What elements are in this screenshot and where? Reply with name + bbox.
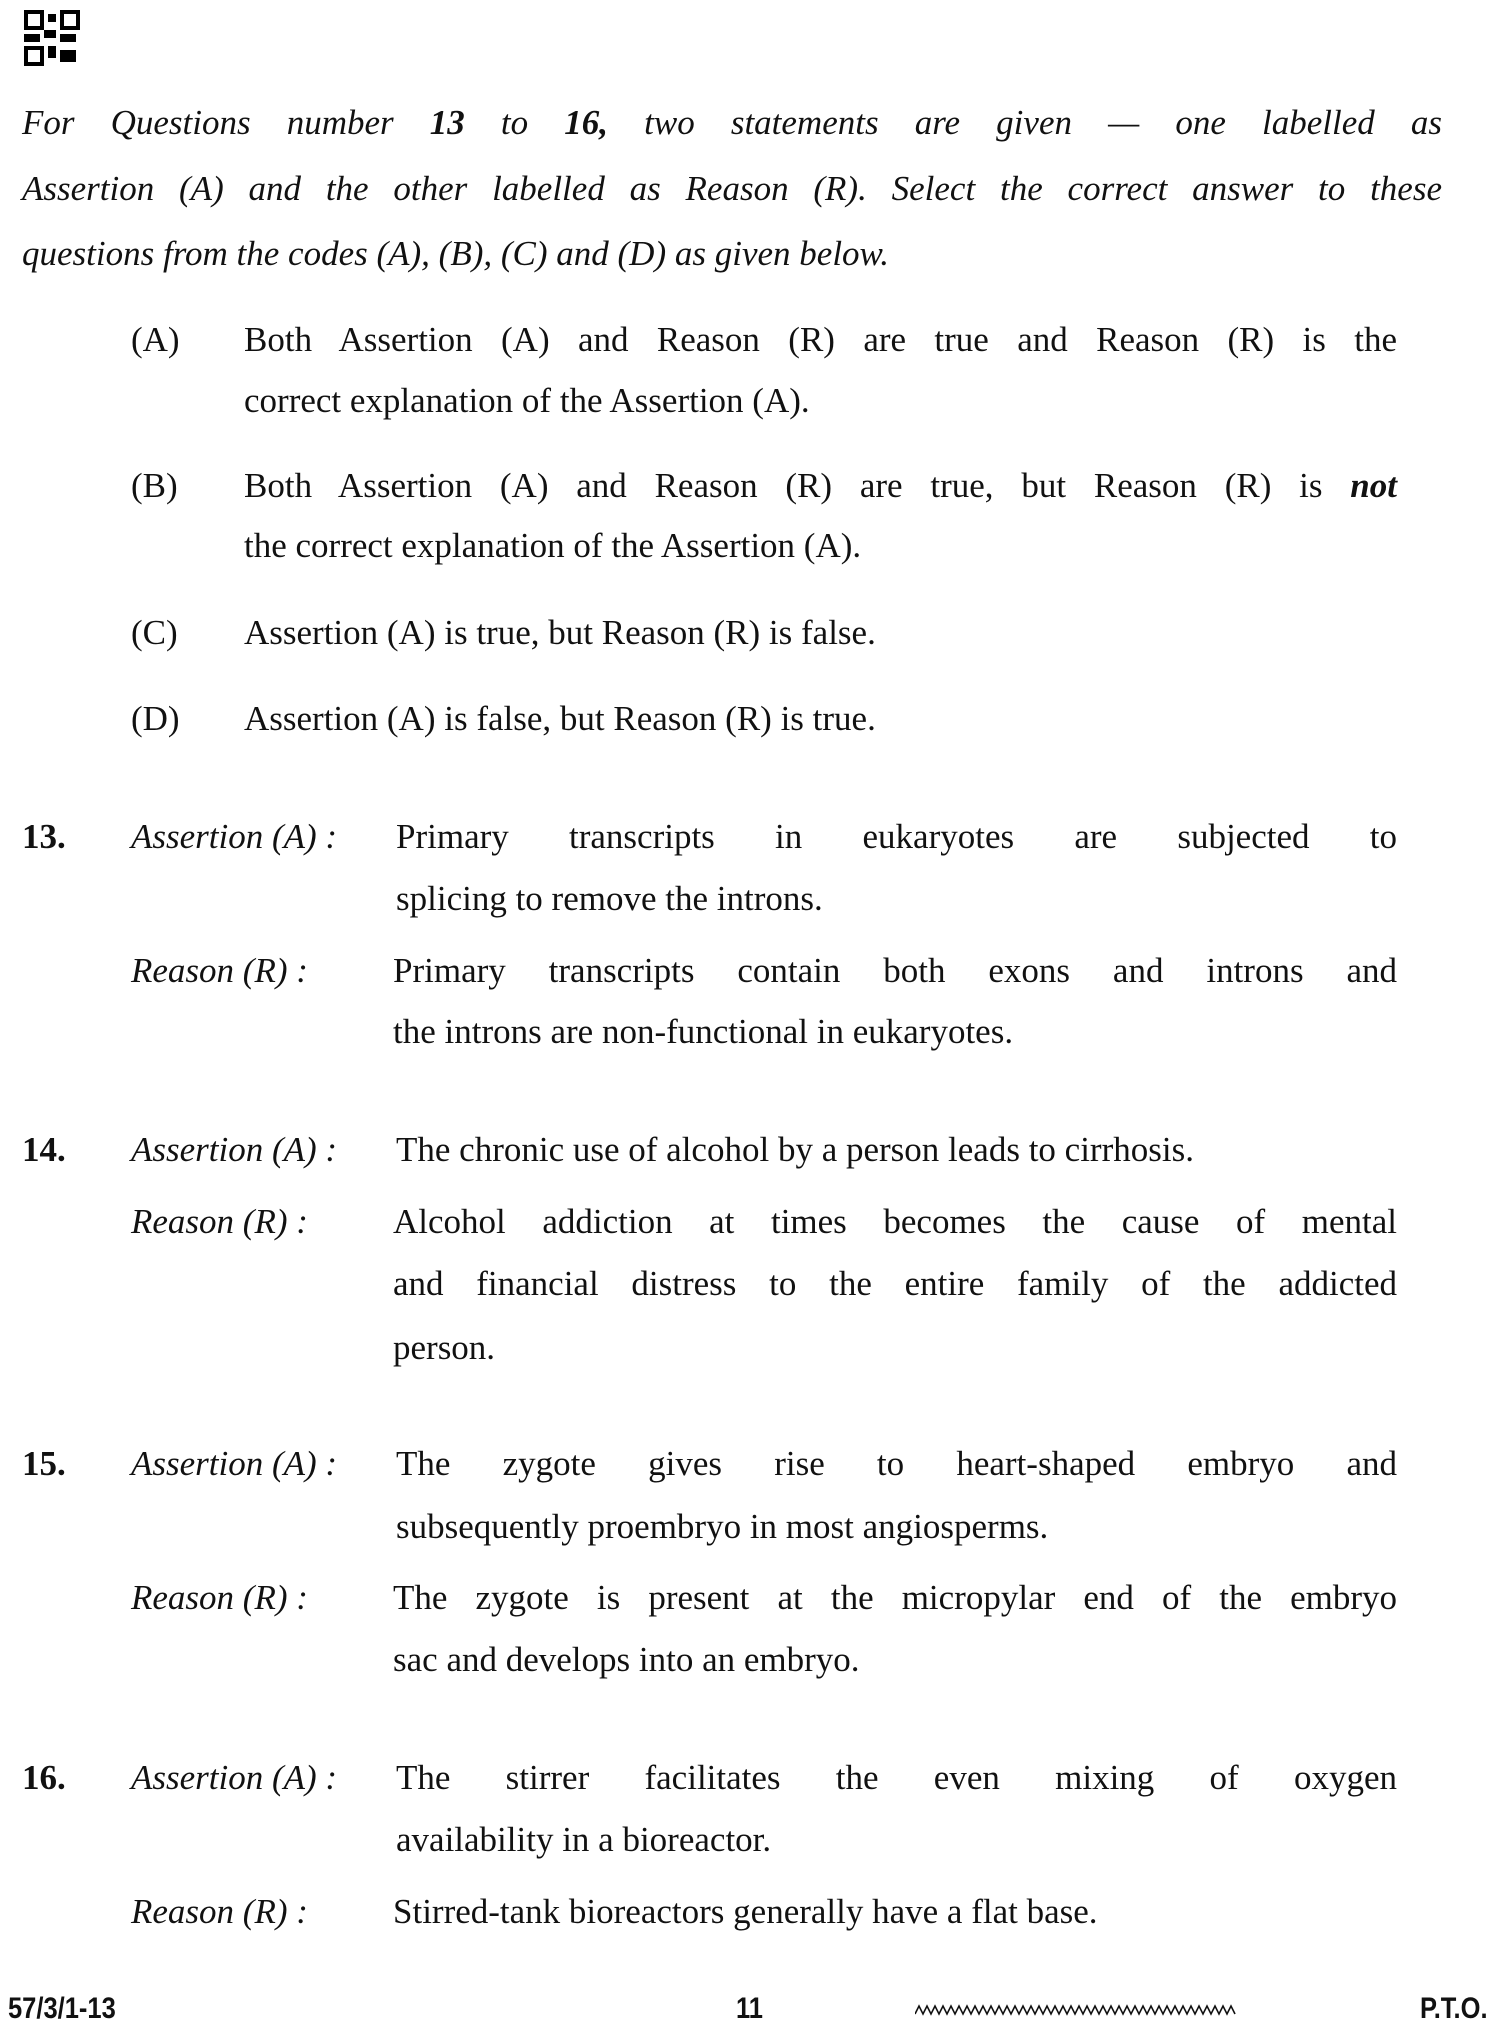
assertion-text: Primary transcripts in eukaryotes are subjected to <box>396 817 1397 856</box>
question-number: 16. <box>22 1758 66 1797</box>
reason-label: Reason (R) : <box>131 1202 308 1241</box>
assertion-label: Assertion (A) : <box>131 817 338 856</box>
assertion-text: subsequently proembryo in most angiosperms. <box>396 1507 1049 1546</box>
assertion-text: The zygote gives rise to heart-shaped embryo and <box>396 1444 1397 1483</box>
option-text: Assertion (A) is true, but Reason (R) is false. <box>244 613 876 652</box>
reason-text: and financial distress to the entire family of the addicted <box>393 1264 1397 1303</box>
page-number: 11 <box>736 1992 763 2025</box>
reason-label: Reason (R) : <box>131 1892 308 1931</box>
assertion-text: availability in a bioreactor. <box>396 1820 772 1859</box>
reason-text: sac and develops into an embryo. <box>393 1640 860 1679</box>
reason-text: Alcohol addiction at times becomes the cause of mental <box>393 1202 1397 1241</box>
intro-line-1: For Questions number 13 to 16, two statements are given — one labelled as <box>22 103 1442 142</box>
assertion-text: The chronic use of alcohol by a person leads to cirrhosis. <box>396 1130 1194 1169</box>
reason-text: The zygote is present at the micropylar end of the embryo <box>393 1578 1397 1617</box>
option-text: the correct explanation of the Assertion (A). <box>244 526 862 565</box>
paper-code: 57/3/1-13 <box>8 1992 116 2025</box>
option-label: (A) <box>131 320 180 359</box>
assertion-label: Assertion (A) : <box>131 1444 338 1483</box>
assertion-text: splicing to remove the introns. <box>396 879 823 918</box>
reason-label: Reason (R) : <box>131 951 308 990</box>
wavy-line-decoration <box>915 2002 1240 2018</box>
option-text: correct explanation of the Assertion (A). <box>244 381 810 420</box>
question-number: 13. <box>22 817 66 856</box>
option-label: (C) <box>131 613 178 652</box>
option-label: (D) <box>131 699 180 738</box>
intro-line-3: questions from the codes (A), (B), (C) and (D) as given below. <box>22 234 890 273</box>
question-number: 15. <box>22 1444 66 1483</box>
qr-code-icon <box>24 10 80 66</box>
reason-text: the introns are non-functional in eukaryotes. <box>393 1012 1014 1051</box>
option-label: (B) <box>131 466 178 505</box>
assertion-text: The stirrer facilitates the even mixing of oxygen <box>396 1758 1397 1797</box>
reason-text: Primary transcripts contain both exons and introns and <box>393 951 1397 990</box>
question-number: 14. <box>22 1130 66 1169</box>
assertion-label: Assertion (A) : <box>131 1130 338 1169</box>
intro-line-2: Assertion (A) and the other labelled as Reason (R). Select the correct answer to these <box>22 169 1442 208</box>
pto-label: P.T.O. <box>1420 1992 1488 2025</box>
option-text: Both Assertion (A) and Reason (R) are true, but Reason (R) is not <box>244 466 1397 505</box>
reason-label: Reason (R) : <box>131 1578 308 1617</box>
reason-text: person. <box>393 1328 496 1367</box>
assertion-label: Assertion (A) : <box>131 1758 338 1797</box>
option-text: Assertion (A) is false, but Reason (R) is true. <box>244 699 876 738</box>
option-text: Both Assertion (A) and Reason (R) are true and Reason (R) is the <box>244 320 1397 359</box>
reason-text: Stirred-tank bioreactors generally have a flat base. <box>393 1892 1098 1931</box>
